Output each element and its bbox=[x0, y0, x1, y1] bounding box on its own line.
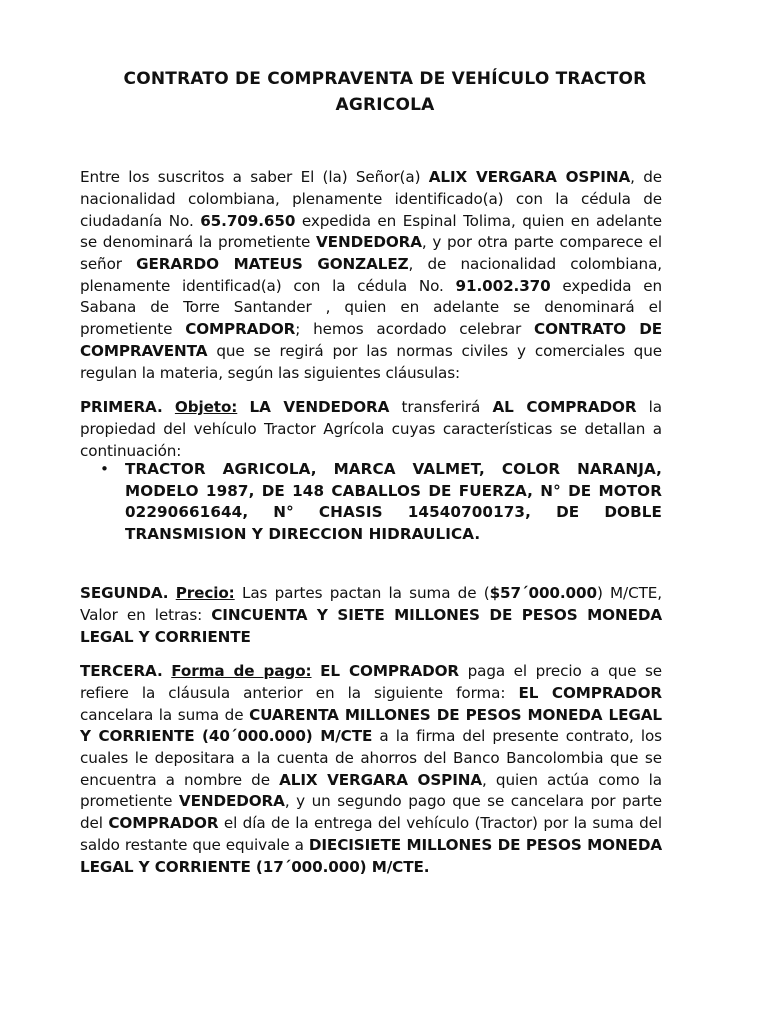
intro-text-8: que se regirá por las normas civiles y comerciales que regulan la materia, según las siguientes cláusulas: bbox=[80, 341, 662, 382]
clause-buyer: EL COMPRADOR bbox=[518, 683, 662, 702]
clause-buyer: EL COMPRADOR bbox=[320, 662, 460, 681]
clause-label: SEGUNDA. bbox=[80, 584, 169, 603]
clause-text-3: a la firma del presente contrato, los cuales le depositara a la cuenta de ahorros del Banco Bancolombia que se encuentra a nombre de bbox=[80, 727, 662, 789]
document-title: CONTRATO DE COMPRAVENTA DE VEHÍCULO TRACTOR AGRICOLA bbox=[123, 69, 647, 115]
intro-text-1: Entre los suscritos a saber El (la) Señor(a) bbox=[80, 168, 429, 187]
buyer-role: COMPRADOR bbox=[185, 320, 296, 339]
seller-role: VENDEDORA bbox=[178, 792, 285, 811]
intro-text-5: , de nacionalidad colombiana, plenamente identificad(a) con la cédula No. bbox=[80, 255, 663, 295]
buyer-id: 91.002.370 bbox=[455, 276, 551, 295]
clause-seller: LA VENDEDORA bbox=[249, 398, 390, 417]
intro-text-7: ; hemos acordado celebrar bbox=[295, 320, 535, 339]
price-amount: $57´000.000 bbox=[489, 584, 597, 603]
clause-segunda bbox=[80, 583, 662, 648]
clause-text-6: el día de la entrega del vehículo (Tractor) por la suma del saldo restante que equivale a bbox=[80, 814, 663, 854]
second-payment: DIECISIETE MILLONES DE PESOS MONEDA LEGAL Y CORRIENTE (17´000.000) M/CTE. bbox=[80, 835, 662, 876]
clause-buyer: COMPRADOR bbox=[108, 814, 219, 833]
vehicle-description: TRACTOR AGRICOLA, MARCA VALMET, COLOR NARANJA, MODELO 1987, DE 148 CABALLOS DE FUERZA, N° DE MOTOR 02290661644, N° CHASIS 14540700173, DE DOBLE TRANSMISION Y DIRECCION HIDRAULICA. bbox=[125, 460, 662, 544]
clause-text-1: transferirá bbox=[389, 398, 493, 417]
seller-id: 65.709.650 bbox=[200, 211, 296, 230]
clause-tercera bbox=[80, 661, 662, 878]
clause-text-2: cancelara la suma de bbox=[80, 705, 250, 724]
intro-paragraph bbox=[80, 167, 662, 384]
intro-text-6: expedida en Sabana de Torre Santander , quien en adelante se denominará el prometiente bbox=[80, 276, 662, 339]
seller-name: ALIX VERGARA OSPINA bbox=[279, 770, 483, 789]
bullet-icon: • bbox=[100, 460, 110, 478]
clause-text-5: , y un segundo pago que se cancelara por parte del bbox=[80, 792, 662, 833]
intro-text-4: , y por otra parte comparece el señor bbox=[80, 233, 662, 273]
clause-text-2: la propiedad del vehículo Tractor Agrícola cuyas características se detallan a continuación: bbox=[80, 398, 662, 460]
clause-text-4: , quien actúa como la prometiente bbox=[80, 770, 663, 811]
vehicle-details-list bbox=[100, 459, 662, 546]
seller-role: VENDEDORA bbox=[316, 233, 422, 252]
intro-text-3: expedida en Espinal Tolima, quien en adelante se denominará la prometiente bbox=[80, 211, 662, 252]
clause-text-1: paga el precio a que se refiere la cláusula anterior en la siguiente forma: bbox=[80, 662, 662, 702]
clause-text-1: Las partes pactan la suma de ( bbox=[234, 584, 490, 603]
clause-label: PRIMERA. bbox=[80, 398, 163, 417]
seller-name: ALIX VERGARA OSPINA bbox=[428, 168, 631, 187]
contract-type: CONTRATO DE COMPRAVENTA bbox=[80, 320, 663, 360]
clause-text-2: ) M/CTE, Valor en letras: bbox=[80, 584, 662, 624]
clause-primera bbox=[80, 397, 662, 462]
clause-subject: Precio: bbox=[175, 584, 235, 603]
list-item bbox=[100, 459, 662, 546]
buyer-name: GERARDO MATEUS GONZALEZ bbox=[136, 255, 409, 273]
clause-subject: Objeto: bbox=[174, 398, 238, 417]
clause-buyer: AL COMPRADOR bbox=[492, 398, 637, 417]
clause-label: TERCERA. bbox=[80, 662, 163, 681]
clause-subject: Forma de pago: bbox=[171, 662, 312, 681]
first-payment: CUARENTA MILLONES DE PESOS MONEDA LEGAL Y CORRIENTE (40´000.000) M/CTE bbox=[80, 705, 662, 746]
price-in-words: CINCUENTA Y SIETE MILLONES DE PESOS MONEDA LEGAL Y CORRIENTE bbox=[80, 605, 663, 646]
intro-text-2: , de nacionalidad colombiana, plenamente identificado(a) con la cédula de ciudadanía No. bbox=[80, 168, 662, 230]
